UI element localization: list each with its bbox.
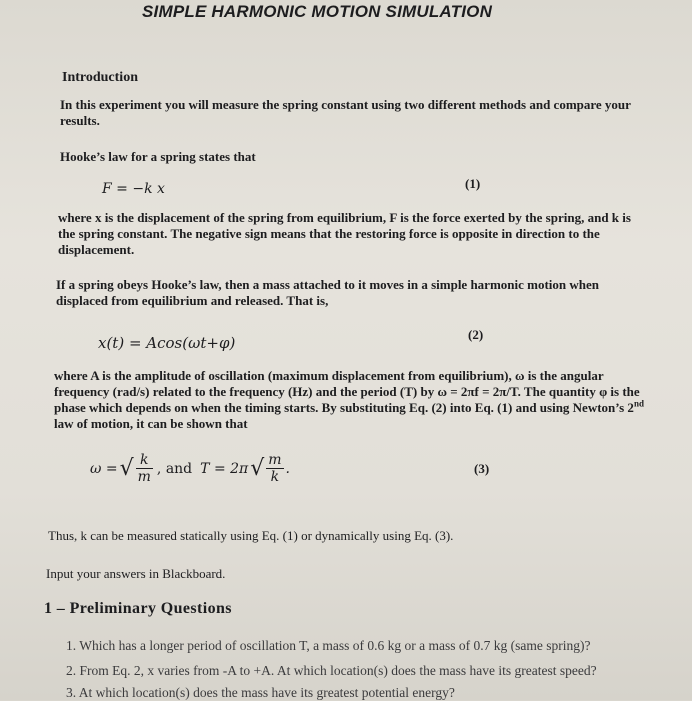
section-1-heading: 1 – Preliminary Questions <box>44 600 232 617</box>
introduction-heading: Introduction <box>62 70 138 85</box>
question-3: 3. At which location(s) does the mass have its greatest potential energy? <box>66 685 455 700</box>
intro-paragraph-3: where x is the displacement of the spring from equilibrium, F is the force exerted by the spring, and k is the spring constant. The negative sign means that the restoring force is opposite in direction to the displacement. <box>58 210 631 257</box>
equation-3-number: (3) <box>474 461 490 476</box>
intro-paragraph-2: Hooke’s law for a spring states that <box>60 149 256 164</box>
equation-1: F = −k x <box>102 181 165 197</box>
omega-label: ω = <box>90 460 118 477</box>
k-over-m-fraction: $\frac{k}{m}$ <box>137 452 151 485</box>
sqrt-symbol-2: √ <box>250 456 265 481</box>
m-over-k-fraction: $\frac{m}{k}$ <box>268 452 282 485</box>
intro-paragraph-6: Thus, k can be measured statically using Eq. (1) or dynamically using Eq. (3). <box>48 528 454 543</box>
intro-paragraph-4: If a spring obeys Hooke’s law, then a mass attached to it moves in a simple harmonic motion when displaced from equilibrium and released. That is, <box>56 277 600 308</box>
and-text: , and <box>156 460 193 477</box>
equation-3-period: . <box>285 460 290 477</box>
question-1: 1. Which has a longer period of oscillation T, a mass of 0.6 kg or a mass of 0.7 kg (same spring)? <box>66 638 591 653</box>
sqrt-symbol: √ <box>119 456 134 481</box>
equation-2-number: (2) <box>468 327 484 342</box>
question-2: 2. From Eq. 2, x varies from -A to +A. At which location(s) does the mass have its greatest speed? <box>66 663 597 678</box>
intro-paragraph-7: Input your answers in Blackboard. <box>46 566 226 581</box>
period-label: T = 2π <box>200 460 249 477</box>
equation-1-number: (1) <box>465 176 481 191</box>
equation-3 <box>90 452 290 485</box>
equation-2: x(t) = Acos(ωt+φ) <box>98 334 236 352</box>
intro-paragraph-5: where A is the amplitude of oscillation (maximum displacement from equilibrium), ω is the angular frequency (rad/s) related to the frequency (Hz) and the period (T) by ω = 2πf = 2π/T. The quantity φ is the phase which depends on when the timing starts. By substituting Eq. (2) into Eq. (1) and using Newton’s 2nd law of motion, it can be shown that <box>54 368 644 431</box>
intro-paragraph-1: In this experiment you will measure the spring constant using two different methods and compare your results. <box>60 97 631 128</box>
page-title: SIMPLE HARMONIC MOTION SIMULATION <box>142 2 493 21</box>
